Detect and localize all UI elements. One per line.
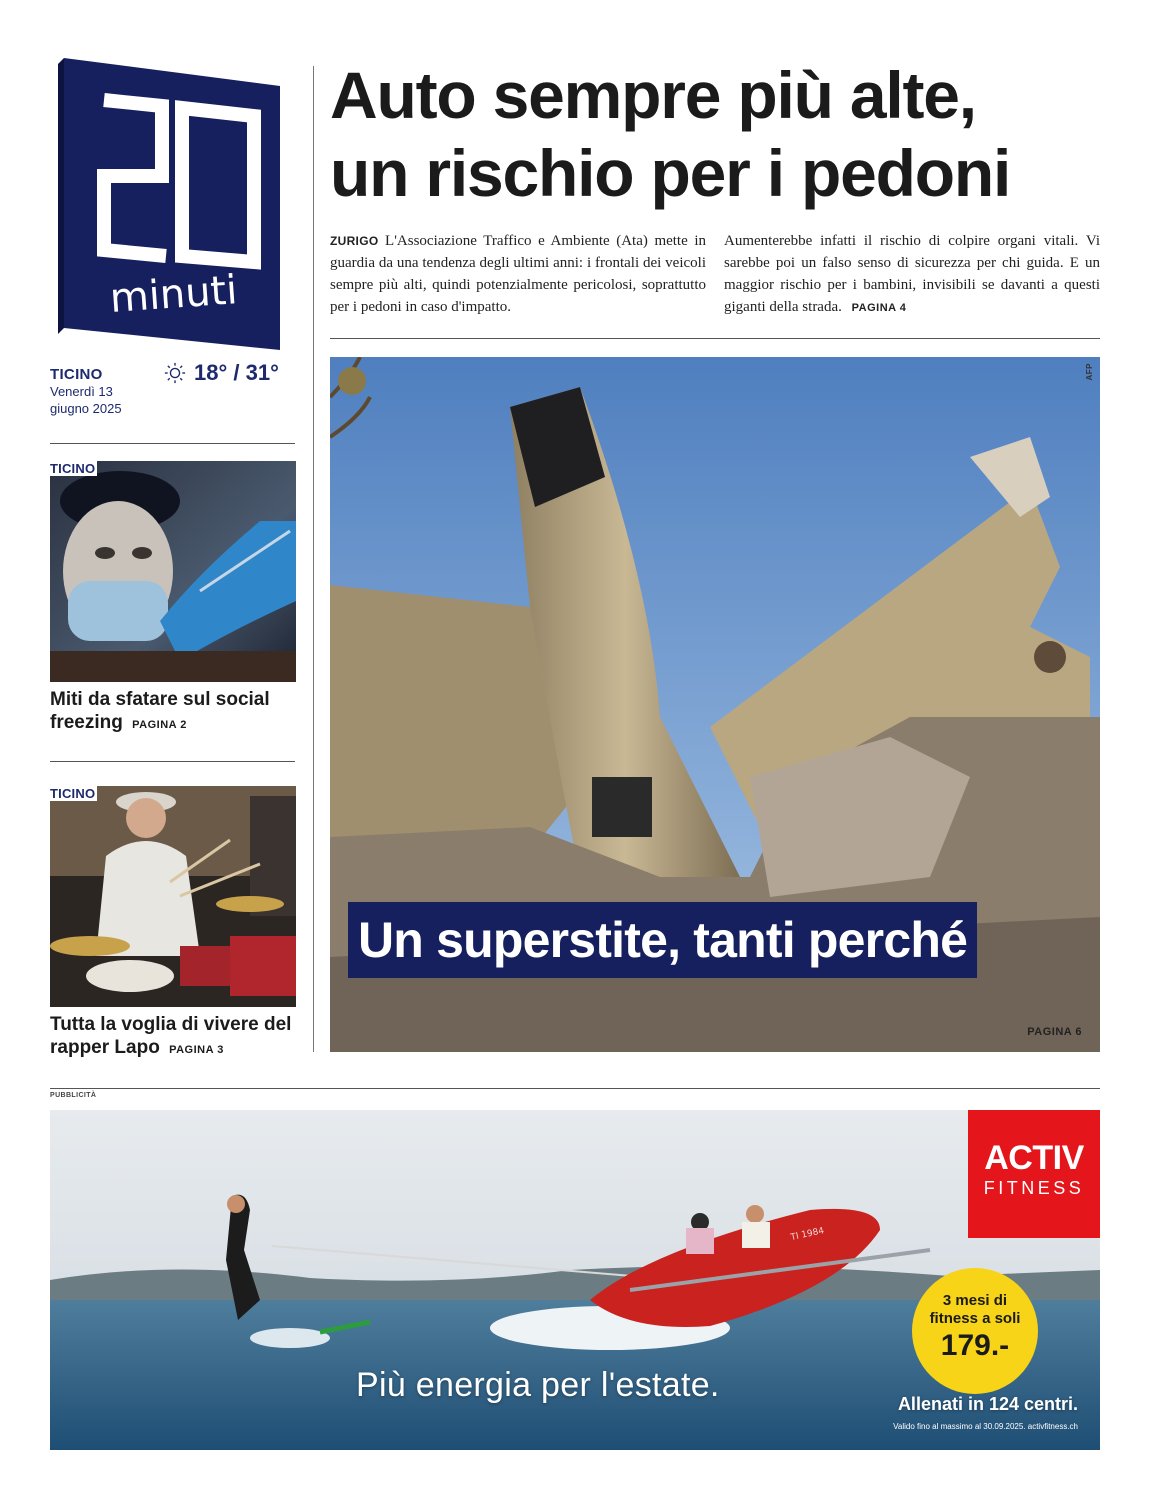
- headline-line-1: Auto sempre più alte,: [330, 58, 976, 132]
- edition-month-year: giugno 2025: [50, 401, 122, 416]
- weather-temps: 18° / 31°: [194, 360, 279, 385]
- price-badge[interactable]: [912, 1268, 1038, 1394]
- ad-centres: Allenati in 124 centri.: [897, 1394, 1078, 1414]
- activ-fitness-logo[interactable]: [968, 1110, 1100, 1238]
- page-reference[interactable]: PAGINA 4: [851, 302, 907, 314]
- logo-word: minuti: [108, 267, 239, 322]
- lead-text-2: Aumenterebbe infatti il rischio di colpire organi vitali. Vi sarebbe poi un falso senso di sicurezza per chi guida. E un maggior rischio per i bambini, invisibili se davanti a questi giganti della strada.: [724, 233, 1100, 315]
- lead-column-2: [724, 230, 1100, 319]
- divider: [50, 1088, 1100, 1089]
- ad-fine-print: Valido fino al massimo al 30.09.2025. activfitness.ch: [893, 1422, 1078, 1431]
- page-reference[interactable]: PAGINA 2: [132, 719, 187, 731]
- badge-price: 179.-: [940, 1329, 1010, 1362]
- headline-line-2: un rischio per i pedoni: [330, 136, 1011, 210]
- weather[interactable]: [164, 360, 279, 386]
- section-tag: TICINO: [50, 461, 96, 476]
- section-tag: TICINO: [50, 786, 96, 801]
- divider: [50, 761, 295, 762]
- ad-label: PUBBLICITÀ: [50, 1092, 97, 1099]
- teaser-photo[interactable]: [50, 461, 296, 682]
- lead-text: [330, 230, 1100, 319]
- badge-line-2: fitness a soli: [929, 1310, 1021, 1327]
- lab-technician-photo-icon: [50, 461, 296, 682]
- main-story-caption[interactable]: Un superstite, tanti perché: [348, 902, 977, 978]
- teaser-social-freezing[interactable]: [50, 461, 296, 737]
- brand-line-1: ACTIV: [984, 1139, 1084, 1177]
- main-story-photo[interactable]: [330, 357, 1100, 1052]
- teaser-rapper-lapo[interactable]: [50, 786, 296, 1062]
- ad-slogan: Più energia per l'estate.: [356, 1366, 720, 1404]
- column-divider: [313, 66, 314, 1052]
- page-reference[interactable]: PAGINA 6: [1027, 1026, 1082, 1038]
- main-headline[interactable]: [330, 56, 1110, 212]
- sun-icon: [164, 362, 186, 384]
- edition-day: Venerdì 13: [50, 384, 113, 399]
- logo-20-minuti-icon: [58, 58, 280, 350]
- teaser-title-text: Tutta la voglia di vivere del rapper Lapo: [50, 1014, 292, 1058]
- brand-line-2: FITNESS: [983, 1178, 1085, 1198]
- teaser-photo[interactable]: [50, 786, 296, 1007]
- badge-line-1: 3 mesi di: [942, 1292, 1008, 1309]
- lead-column-1: [330, 230, 706, 319]
- teaser-title[interactable]: [50, 1013, 296, 1062]
- advertisement-activ-fitness[interactable]: [50, 1110, 1100, 1450]
- divider: [330, 338, 1100, 339]
- lead-text-1: L'Associazione Traffico e Ambiente (Ata) mette in guardia da una tendenza degli ultimi anni: i frontali dei veicoli sempre più alti, quindi potenzialmente pericolosi, soprattutto per i pedoni in caso d'impatto.: [330, 233, 707, 315]
- dateline: ZURIGO: [330, 234, 379, 248]
- boat-registration: TI 1984: [789, 1226, 826, 1244]
- teaser-title[interactable]: [50, 688, 296, 737]
- masthead-logo[interactable]: [58, 58, 280, 350]
- teaser-title-text: Miti da sfatare sul social freezing: [50, 689, 270, 733]
- edition-region: TICINO: [50, 366, 103, 383]
- photo-credit: AFP: [1085, 363, 1094, 381]
- divider: [50, 443, 295, 444]
- page-reference[interactable]: PAGINA 3: [169, 1044, 224, 1056]
- drummer-photo-icon: [50, 786, 296, 1007]
